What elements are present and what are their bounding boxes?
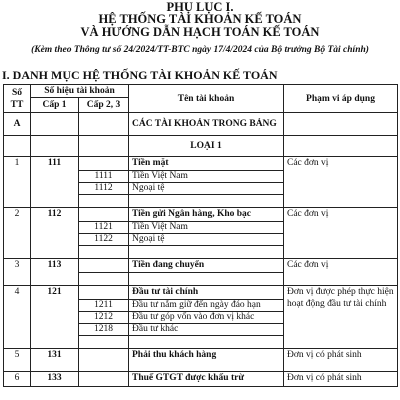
account-catalog-table	[3, 84, 398, 387]
table-row: 6 133 Thuế GTGT được khấu trừ Đơn vị có phát sinh	[4, 372, 398, 387]
table-row: 1112 Ngoại tệ	[4, 183, 398, 195]
table-row: 1121 Tiền Việt Nam	[4, 222, 398, 234]
header-scope: Phạm vi áp dụng	[284, 85, 398, 113]
table-row: 1122 Ngoại tệ	[4, 234, 398, 246]
group-a-label: CÁC TÀI KHOẢN TRONG BẢNG	[129, 113, 284, 136]
table-row: 2 112 Tiền gửi Ngân hàng, Kho bạc Các đơn vị	[4, 208, 398, 222]
table-row: 5 131 Phải thu khách hàng Đơn vị có phát sinh	[4, 349, 398, 363]
document-title-line1: HỆ THỐNG TÀI KHOẢN KẾ TOÁN	[98, 12, 302, 26]
table-row: 4 121 Đầu tư tài chính Đơn vị được phép thực hiện hoạt động đầu tư tài chính	[4, 286, 398, 300]
section-heading: I. DANH MỤC HỆ THỐNG TÀI KHOẢN KẾ TOÁN	[2, 68, 278, 82]
group-a-stt: A	[4, 113, 31, 136]
table-row: 1 111 Tiền mặt Các đơn vị	[4, 157, 398, 171]
group-row-loai	[4, 136, 398, 157]
appendix-title: PHỤ LỤC I.	[166, 0, 234, 14]
group-row-a	[4, 113, 398, 136]
table-row: 1111 Tiền Việt Nam	[4, 171, 398, 183]
table-row: 1212 Đầu tư góp vốn vào đơn vị khác	[4, 312, 398, 324]
table-row: 1218 Đầu tư khác	[4, 324, 398, 336]
document-title-line2: VÀ HƯỚNG DẪN HẠCH TOÁN KẾ TOÁN	[80, 25, 320, 39]
header-level1: Cấp 1	[31, 98, 79, 113]
legal-reference-note: (Kèm theo Thông tư số 24/2024/TT-BTC ngày 17/4/2024 của Bộ trưởng Bộ Tài chính)	[31, 45, 369, 55]
table-row: 1211 Đầu tư nắm giữ đến ngày đáo hạn	[4, 300, 398, 312]
header-account-number: Số hiệu tài khoản	[31, 85, 129, 98]
header-stt: Số TT	[4, 85, 31, 113]
header-level23: Cấp 2, 3	[79, 98, 129, 113]
table-row: 3 113 Tiền đang chuyển Các đơn vị	[4, 259, 398, 273]
group-loai-label: LOẠI 1	[129, 136, 284, 157]
header-account-name: Tên tài khoản	[129, 85, 284, 113]
scope-investment: Đơn vị được phép thực hiện hoạt động đầu tư tài chính	[284, 286, 398, 349]
